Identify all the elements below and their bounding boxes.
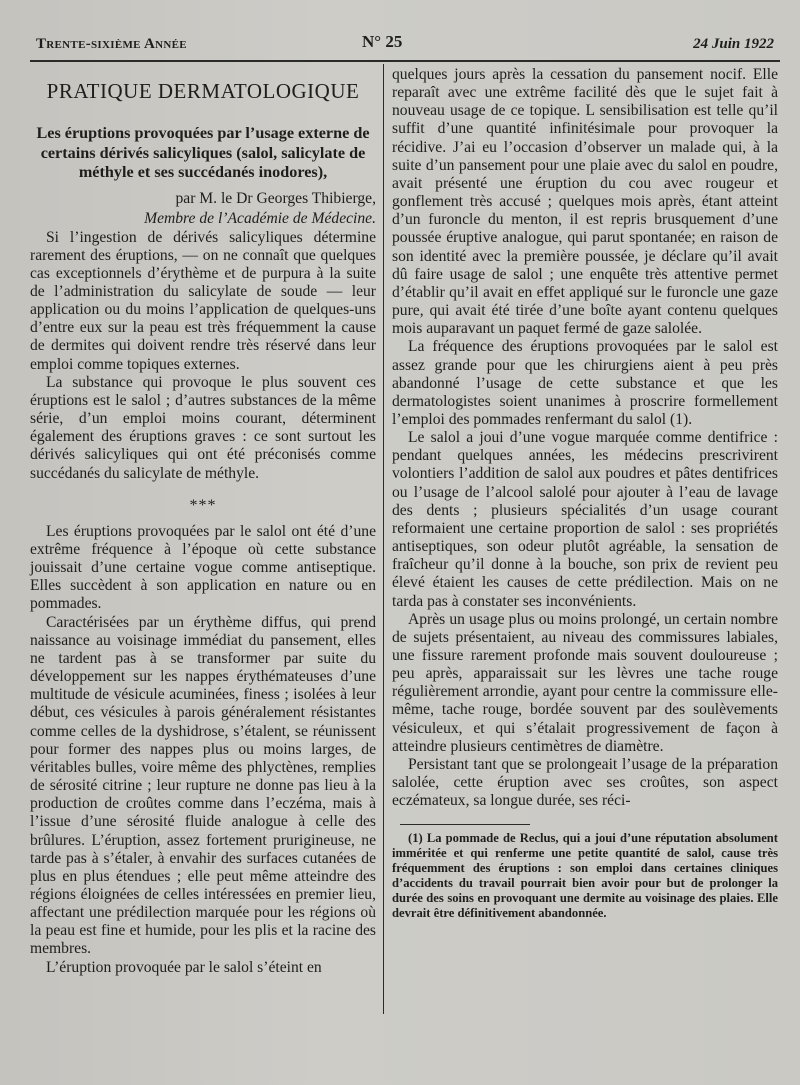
- paragraph: Après un usage plus ou moins prolongé, un certain nombre de sujets présentaient, au niveau des commissures labiales, une fissure rarement profonde mais souvent douloureuse ; peu après, apparaissait sur les lèvres une tache rouge régulièrement arrondie, ayant pour centre la commissure elle-même, tache rouge, bordée souvent par des soulèvements vésiculeux, et qui s’étalait progressivement de façon à atteindre plusieurs centimètres de diamètre.: [392, 610, 778, 755]
- paragraph: Persistant tant que se prolongeait l’usage de la préparation salolée, cette éruption avec ses croûtes, son aspect eczémateux, sa longue durée, ses réci-: [392, 755, 778, 810]
- issue-number: N° 25: [362, 32, 403, 51]
- paragraph: La substance qui provoque le plus souvent ces éruptions est le salol ; d’autres substances de la même série, d’un emploi moins courant, déterminent également des éruptions graves : ce sont surtout les dérivés salicyliques qui ont été préconisés comme succédanés du salicylate de méthyle.: [30, 373, 376, 482]
- left-column: [30, 78, 376, 977]
- author-affiliation: Membre de l’Académie de Médecine.: [144, 209, 376, 227]
- header-rule: [30, 60, 780, 62]
- asterism-separator: ***: [189, 496, 217, 514]
- running-header: [22, 34, 782, 56]
- paragraph: Le salol a joui d’une vogue marquée comme dentifrice : pendant quelques années, les médecins prescrivirent volontiers l’addition de salol aux poudres et pâtes dentifrices ou l’usage de l’alcool salolé pour ajouter à l’eau de lavage des dents ; plusieurs spécialités d’un usage courant reformaient une certaine proportion de salol : ses propriétés antiseptiques, son odeur plutôt agréable, la sensation de fraîcheur qu’il donne à la bouche, son prix de revient peu élevé étaient les causes de cette prédilection. Mais on ne tarda pas à constater ses inconvénients.: [392, 429, 778, 610]
- issue-date: 24 Juin 1922: [693, 36, 774, 52]
- paragraph: L’éruption provoquée par le salol s’éteint en: [46, 958, 322, 976]
- paragraph: Les éruptions provoquées par le salol ont été d’une extrême fréquence à l’époque où cette substance jouissait d’une certaine vogue comme antiseptique. Elles succèdent à son application en nature ou en pommades.: [30, 522, 376, 613]
- paragraph: quelques jours après la cessation du pansement nocif. Elle reparaît avec une extrême facilité dès que le sujet fait à nouveau usage de ce topique. L sensibilisation est telle qu’il suffit d’une quantité infinitésimale pour provoquer la récidive. J’ai eu l’occasion d’observer un malade qui, à la suite d’un pansement pour une plaie avec du salol en poudre, avait présenté une éruption du cou avec rougeur et gonflement très accusé ; quelques mois après, étant atteint d’un furoncle du menton, il est repris brusquement d’une poussée éruptive analogue, qui parut spontanée; en raison de son identité avec la première poussée, je déclare qu’il avait dû faire usage de salol ; une enquête très attentive permet d’établir qu’il avait en effet appliqué sur le furoncle une gaze pure, qui avait été tirée d’une boîte ayant contenu quelques mois auparavant un paquet fermé de gaze salolée.: [392, 66, 778, 338]
- paragraph: La fréquence des éruptions provoquées par le salol est assez grande pour que les chirurgiens aient à peu près abandonné l’usage de cette substance et que les dermatologistes soient unanimes à proscrire formellement l’emploi des pommades renfermant du salol (1).: [392, 338, 778, 428]
- author-byline: par M. le Dr Georges Thibierge,: [175, 189, 376, 207]
- footnote-rule: [400, 824, 530, 825]
- right-column: [392, 66, 778, 921]
- article-title: Les éruptions provoquées par l’usage externe de certains dérivés salicyliques (salol, salicylate de méthyle et ses succédanés inodores),: [36, 124, 370, 181]
- footnote: (1) La pommade de Reclus, qui a joui d’une réputation absolument imméritée et qui renferme une petite quantité de salol, cause très fréquemment des éruptions : son emploi dans certaines cliniques d’accidents du travail pourrait bien avoir pour but de prolonger la durée des soins en provoquant une dermite au voisinage des plaies. Elle devrait être définitivement abandonnée.: [392, 831, 778, 921]
- volume-label: Trente-sixième Année: [36, 36, 187, 52]
- paragraph: Si l’ingestion de dérivés salicyliques détermine rarement des éruptions, — on ne connaît que quelques cas exceptionnels d’érythème et de purpura à la suite de l’administration du salicylate de soude — leur application ou du moins l’application de quelques-uns d’entre eux sur la peau est très fréquemment la cause de dermites qui doivent rendre très réservé dans leur emploi comme topiques externes.: [30, 228, 376, 373]
- column-divider: [383, 64, 384, 1014]
- section-title: PRATIQUE DERMATOLOGIQUE: [46, 79, 360, 103]
- paragraph: Caractérisées par un érythème diffus, qui prend naissance au voisinage immédiat du pansement, elles ne tardent pas à se transformer par suite du développement sur les nappes érythémateuses d’une multitude de vésicule acuminées, finess ; isolées à leur début, ces vésicules à parois généralement résistantes comme celles de la dyshidrose, s’étalent, se réunissent pour former des nappes plus ou moins larges, de véritables bulles, voire même des phlyctènes, remplies de sérosité citrine ; leur rupture ne donne pas lieu à la production de croûtes comme dans l’eczéma, mais à l’issue d’une sérosité fluide analogue à celle des brûlures. L’éruption, assez fortement prurigineuse, ne tarde pas à s’étaler, à envahir des surfaces cutanées de plus en plus étendues ; elle peut même atteindre des régions éloignées de celles intéressées en premier lieu, affectant une prédilection marquée pour les régions où la peau est fine et humide, pour les plis et la racine des membres.: [30, 613, 376, 958]
